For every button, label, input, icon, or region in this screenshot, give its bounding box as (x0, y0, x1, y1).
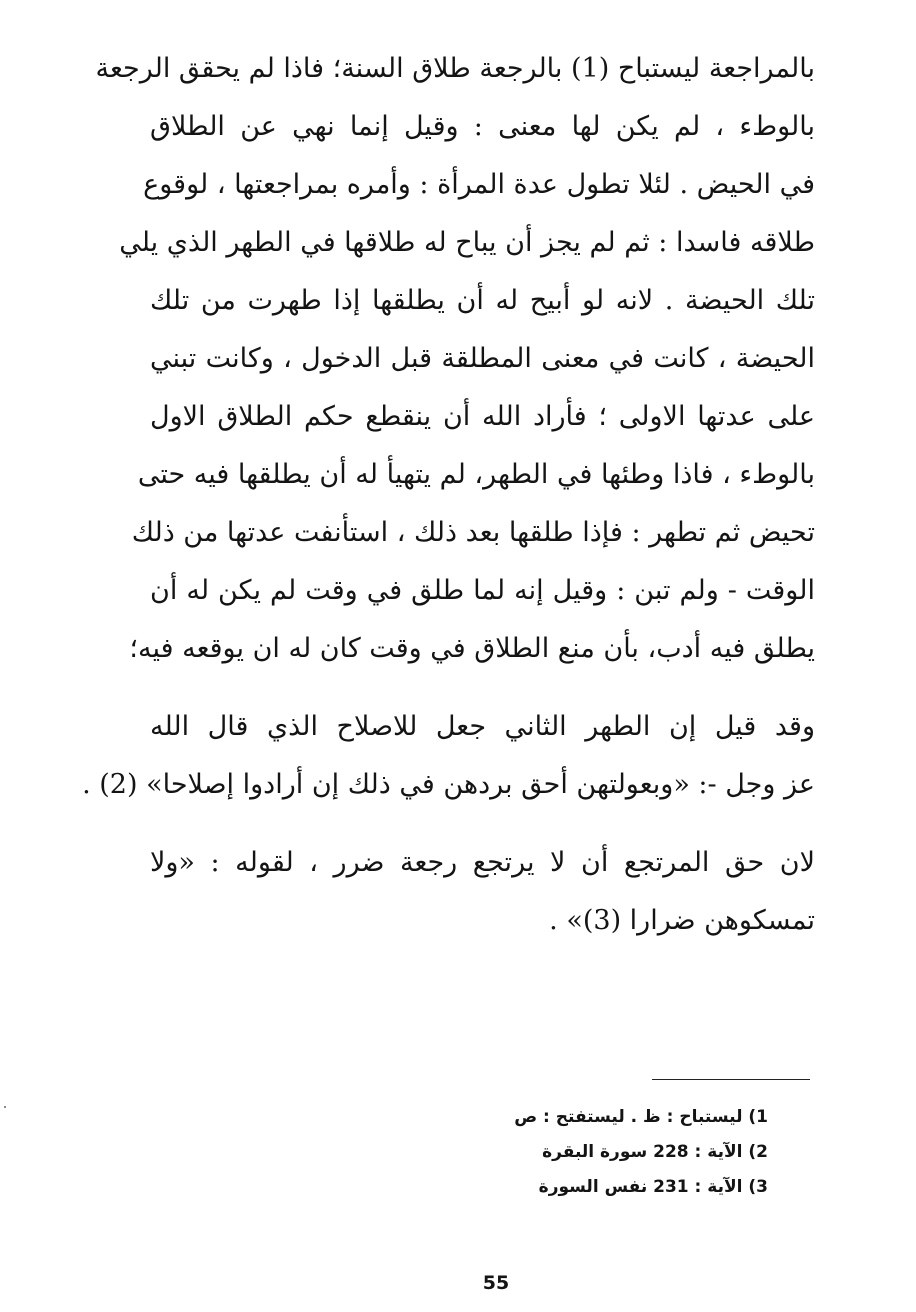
paragraph-2 (82, 698, 815, 814)
text-line: الوقت - ولم تبن : وقيل إنه لما طلق في وقت لم يكن له أن (150, 575, 815, 606)
text-line: عز وجل -: «وبعولتهن أحق بردهن في ذلك إن أرادوا إصلاحا» (2) . (82, 769, 815, 800)
text-line: في الحيض . لئلا تطول عدة المرأة : وأمره بمراجعتها ، لوقوع (143, 169, 815, 200)
text-line: بالمراجعة ليستباح (1) بالرجعة طلاق السنة؛ فاذا لم يحقق الرجعة (95, 53, 815, 84)
footnote-separator (652, 1079, 810, 1080)
text-line: تمسكوهن ضرارا (3)» . (549, 905, 815, 936)
footnotes (514, 1100, 768, 1205)
paragraph-3 (150, 834, 815, 950)
text-line: لان حق المرتجع أن لا يرتجع رجعة ضرر ، لقوله : «ولا (150, 847, 815, 878)
body-text (82, 40, 815, 950)
text-line: بالوطء ، فاذا وطئها في الطهر، لم يتهيأ له أن يطلقها فيه حتى (137, 459, 815, 490)
text-line: طلاقه فاسدا : ثم لم يجز أن يباح له طلاقها في الطهر الذي يلي (119, 227, 815, 258)
paragraph-1 (95, 40, 815, 678)
text-line: على عدتها الاولى ؛ فأراد الله أن ينقطع حكم الطلاق الاول (150, 401, 815, 432)
text-line: يطلق فيه أدب، بأن منع الطلاق في وقت كان له ان يوقعه فيه؛ (129, 633, 815, 664)
text-line: تحيض ثم تطهر : فإذا طلقها بعد ذلك ، استأنفت عدتها من ذلك (131, 517, 815, 548)
scan-speck (4, 1106, 6, 1108)
page-number: 55 (482, 1272, 510, 1294)
text-line: الحيضة ، كانت في معنى المطلقة قبل الدخول ، وكانت تبني (150, 343, 815, 374)
text-line: بالوطء ، لم يكن لها معنى : وقيل إنما نهي عن الطلاق (150, 111, 815, 142)
footnote-1: 1) ليستباح : ظ . ليستفتح : ص (514, 1107, 768, 1127)
text-line: تلك الحيضة . لانه لو أبيح له أن يطلقها إذا طهرت من تلك (150, 285, 815, 316)
footnote-3: 3) الآية : 231 نفس السورة (538, 1177, 768, 1197)
text-line: وقد قيل إن الطهر الثاني جعل للاصلاح الذي قال الله (150, 711, 815, 742)
footnote-2: 2) الآية : 228 سورة البقرة (542, 1142, 768, 1162)
